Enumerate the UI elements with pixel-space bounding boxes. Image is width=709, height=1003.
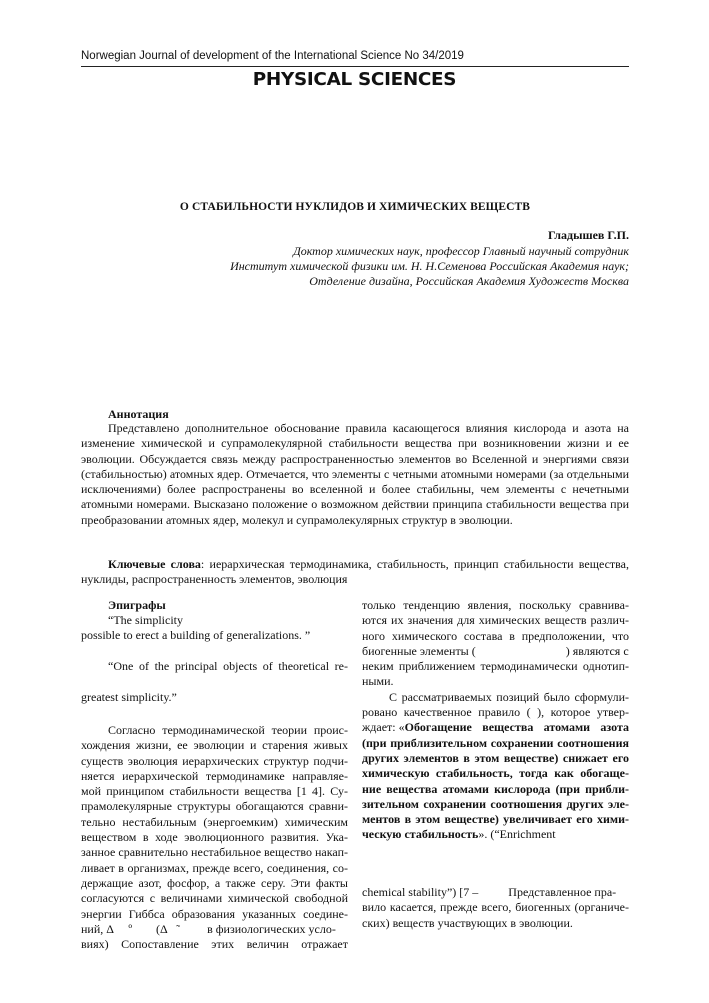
text-line: держащие азот, фосфор, а также серу. Эти факты xyxy=(81,875,348,890)
text-line: существ эволюция иерархических структур подчи- xyxy=(81,753,348,768)
author-name: Гладышев Г.П. xyxy=(547,228,629,242)
text-line: хождения жизни, ее эволюции и старения живых xyxy=(81,738,348,753)
rule-intro: ждает: « xyxy=(362,720,405,735)
text-line: ного химического состава в предположении, что xyxy=(362,628,629,643)
text-line: прамолекулярные структуры обогащаются сравни- xyxy=(81,799,348,814)
epigraph-text: “The simplicity xyxy=(108,613,183,627)
text-line xyxy=(362,827,629,842)
abstract-text: Представлено дополнительное обоснование правила касающегося влияния кислорода и азота на изменение химической и супрамолекулярной стабильности вещества при возникновении жизни и ее эволюции. Обсуждается связь между распространенностью элементов во Вселенной и энергиями связи (стабильностью) атомных ядер. Отмечается, что элементы с четными атомными номерами (за отдельными исключениями) более распространены во вселенной и более стабильны, чем элементы с нечетными атомными номерами. Высказано положение о возможном действии принципа стабильности вещества при преобразовании атомных ядер, молекул и супрамолекулярных структур в эволюции. xyxy=(81,421,629,527)
affiliation-line: Институт химической физики им. Н. Н.Семенова Российская Академия наук; xyxy=(230,259,629,273)
rule-bold: Обогащение вещества атомами азота xyxy=(404,720,629,735)
text-line: только тенденцию явления, поскольку сравнива- xyxy=(362,598,629,612)
text-line: ний, Δ º (Δ ˜ в физиологических усло- xyxy=(81,921,336,936)
text-line: ровано качественное правило ( ), которое утвер- xyxy=(362,705,629,720)
text-line: мой принципом стабильности вещества [1 4]. Су- xyxy=(81,784,348,799)
text-line xyxy=(362,720,629,735)
affiliation-line: Доктор химических наук, профессор Главный научный сотрудник xyxy=(293,244,629,258)
text-line: ными. xyxy=(362,674,394,689)
epigraph-heading: Эпиграфы xyxy=(108,598,166,612)
text-line: Согласно термодинамической теории проис- xyxy=(108,723,348,737)
text-line: ются их значения для химических веществ различ- xyxy=(362,613,629,628)
epigraph-text: possible to erect a building of generalizations. ” xyxy=(81,628,311,642)
keywords-label: Ключевые слова xyxy=(108,557,201,571)
text-line: виях) Сопоставление этих величин отражает xyxy=(81,937,348,952)
section-title: PHYSICAL SCIENCES xyxy=(252,69,457,90)
text-line: няется иерархической термодинамике направляе- xyxy=(81,768,348,783)
text-line: веществом в ходе эволюционного развития. Ука- xyxy=(81,830,348,845)
keywords xyxy=(81,557,629,588)
right-column-top xyxy=(362,598,629,843)
header-rule xyxy=(81,66,629,67)
text-line: ливает в организмах, прежде всего, соединения, со- xyxy=(81,860,348,875)
abstract-heading: Аннотация xyxy=(108,407,169,421)
text-line: согласуются с величинами химической свободной xyxy=(81,891,348,906)
text-line: неким приближением термодинамически однотип- xyxy=(362,659,629,674)
text-line: ментов в этом веществе) увеличивает его хими- xyxy=(362,812,629,827)
text-line: энергии Гиббса образования указанных соедине- xyxy=(81,906,348,921)
epigraph-text: greatest simplicity.” xyxy=(81,690,177,704)
affiliation-line: Отделение дизайна, Российская Академия Художеств Москва xyxy=(309,274,629,288)
keywords-text: : иерархическая термодинамика, стабильность, принцип стабильности вещества, нуклиды, распространенность элементов, эволюция xyxy=(81,557,629,587)
text-line: ние вещества атомами кислорода (при прибли- xyxy=(362,781,629,796)
article-title: О СТАБИЛЬНОСТИ НУКЛИДОВ И ХИМИЧЕСКИХ ВЕЩЕСТВ xyxy=(179,201,531,213)
left-column-body xyxy=(81,723,348,952)
right-column-bottom xyxy=(362,885,629,931)
text-line: (при приблизительном сохранении соотношения xyxy=(362,735,629,750)
text-line: биогенные элементы ( ) являются с xyxy=(362,643,629,658)
text-line: chemical stability”) [7 – Представленное пра- xyxy=(362,885,617,899)
journal-header: Norwegian Journal of development of the International Science No 34/2019 xyxy=(81,50,464,62)
text-line: вило касается, прежде всего, биогенных (органиче- xyxy=(362,900,629,915)
text-line: зительном сохранении соотношения других эле- xyxy=(362,796,629,811)
epigraph-text: “One of the principal objects of theoretical re- xyxy=(108,659,348,673)
rule-tail: ». (“Enrichment xyxy=(478,827,556,842)
text-line: тельно нестабильным (энергоемким) химическим xyxy=(81,814,348,829)
text-line: ских) веществ участвующих в эволюции. xyxy=(362,915,573,930)
text-line: С рассматриваемых позиций было сформули- xyxy=(389,689,629,704)
rule-bold: ческую стабильность xyxy=(362,827,479,842)
text-line: занное сравнительно нестабильное вещество накап- xyxy=(81,845,348,860)
text-line: химическую стабильность, тогда как обогаще- xyxy=(362,766,629,781)
text-line: других элементов в этом веществе) снижает его xyxy=(362,750,629,765)
